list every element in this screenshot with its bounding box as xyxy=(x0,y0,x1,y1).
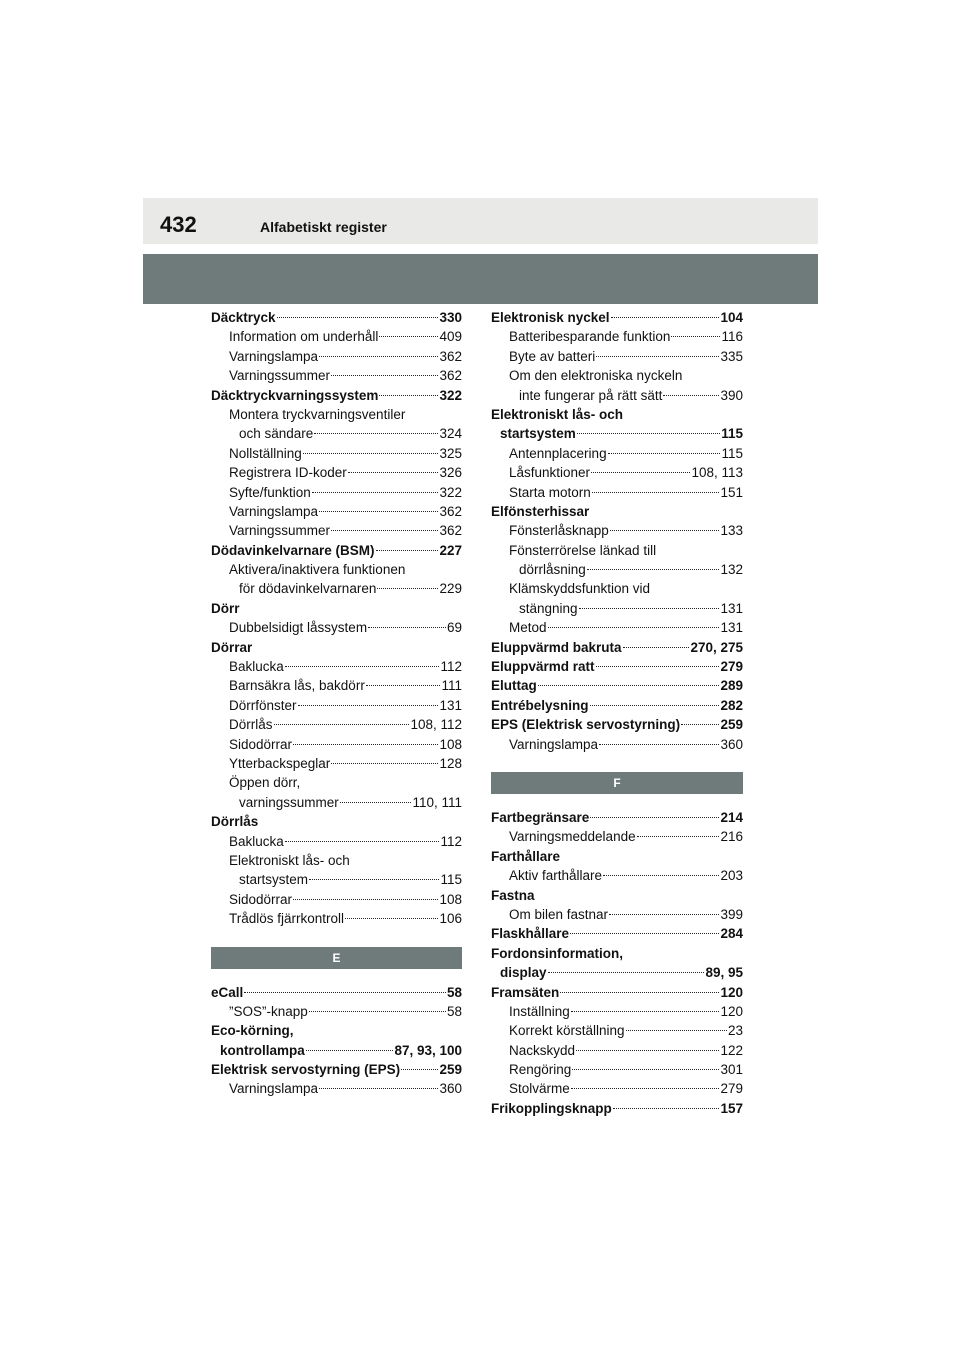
index-entry xyxy=(491,827,743,846)
dot-leader xyxy=(401,1069,438,1070)
entry-page-ref[interactable]: 133 xyxy=(720,523,743,539)
entry-term: Eluttag xyxy=(491,678,537,694)
entry-term: Eluppvärmd bakruta xyxy=(491,639,622,655)
entry-page-ref[interactable]: 322 xyxy=(439,387,462,403)
entry-page-ref[interactable]: 326 xyxy=(439,465,462,481)
entry-page-ref[interactable]: 116 xyxy=(721,329,743,345)
entry-page-ref[interactable]: 106 xyxy=(439,911,462,927)
dot-leader xyxy=(309,1011,446,1012)
index-entry xyxy=(211,1021,462,1040)
entry-term: Dörrar xyxy=(211,639,253,655)
entry-page-ref[interactable]: 58 xyxy=(446,1003,462,1019)
index-entry xyxy=(211,638,462,657)
index-entry xyxy=(211,463,462,482)
entry-page-ref[interactable]: 89, 95 xyxy=(705,965,743,981)
entry-term: Varningslampa xyxy=(229,348,319,364)
index-entry xyxy=(491,618,743,637)
index-entry xyxy=(491,924,743,943)
index-entry xyxy=(491,715,743,734)
entry-page-ref[interactable]: 108, 112 xyxy=(410,717,462,733)
entry-term: Nackskydd xyxy=(509,1042,576,1058)
entry-term: inte fungerar på rätt sätt xyxy=(519,387,663,403)
entry-term: Byte av batteri xyxy=(509,348,596,364)
entry-term: Metod xyxy=(509,620,547,636)
entry-page-ref[interactable]: 131 xyxy=(720,620,743,636)
index-entry xyxy=(211,502,462,521)
dot-leader xyxy=(572,1069,719,1070)
dot-leader xyxy=(592,492,720,493)
dot-leader xyxy=(377,588,438,589)
index-entry xyxy=(491,638,743,657)
dot-leader xyxy=(599,744,719,745)
entry-page-ref[interactable]: 111 xyxy=(441,678,462,694)
entry-term: Sidodörrar xyxy=(229,891,293,907)
dot-leader xyxy=(571,1088,720,1089)
entry-term: Information om underhåll xyxy=(229,329,379,345)
entry-page-ref[interactable]: 131 xyxy=(439,697,462,713)
index-entry xyxy=(211,483,462,502)
index-entry xyxy=(211,676,462,695)
entry-term: Varningslampa xyxy=(229,503,319,519)
entry-page-ref[interactable]: 362 xyxy=(439,368,462,384)
entry-list xyxy=(211,308,462,929)
index-entry xyxy=(491,944,743,963)
index-entry xyxy=(211,424,462,443)
dot-leader xyxy=(681,724,719,725)
index-entry xyxy=(491,521,743,540)
dot-leader xyxy=(274,724,410,725)
index-entry xyxy=(491,1099,743,1118)
entry-term: Elektrisk servostyrning (EPS) xyxy=(211,1062,401,1078)
dot-leader xyxy=(613,1108,720,1109)
dot-leader xyxy=(244,992,446,993)
entry-page-ref[interactable]: 69 xyxy=(446,620,462,636)
entry-term: display xyxy=(500,965,547,981)
index-entry xyxy=(211,735,462,754)
entry-term: Inställning xyxy=(509,1003,570,1019)
entry-list xyxy=(211,983,462,1099)
index-entry xyxy=(491,905,743,924)
dot-leader xyxy=(626,1030,727,1031)
letter-heading-f: F xyxy=(491,772,743,794)
entry-page-ref[interactable]: 108, 113 xyxy=(691,465,743,481)
entry-page-ref[interactable]: 399 xyxy=(720,906,743,922)
entry-term: Montera tryckvarningsventiler xyxy=(229,406,406,422)
index-entry xyxy=(491,386,743,405)
dot-leader xyxy=(603,875,719,876)
entry-term: och sändare xyxy=(239,426,314,442)
entry-term: Om bilen fastnar xyxy=(509,906,609,922)
entry-term: Dörrlås xyxy=(229,717,273,733)
index-entry xyxy=(211,560,462,579)
entry-page-ref[interactable]: 360 xyxy=(720,736,743,752)
dot-leader xyxy=(303,453,439,454)
entry-page-ref[interactable]: 108 xyxy=(439,891,462,907)
index-entry xyxy=(491,1021,743,1040)
dot-leader xyxy=(379,395,438,396)
index-entry xyxy=(491,1060,743,1079)
entry-term: Frikopplingsknapp xyxy=(491,1100,612,1116)
dot-leader xyxy=(293,744,438,745)
dot-leader xyxy=(608,453,721,454)
index-entry xyxy=(211,890,462,909)
index-entry xyxy=(211,579,462,598)
entry-page-ref[interactable]: 214 xyxy=(720,809,743,825)
dot-leader xyxy=(319,356,438,357)
index-entry xyxy=(491,808,743,827)
entry-term: Syfte/funktion xyxy=(229,484,311,500)
entry-page-ref[interactable]: 227 xyxy=(439,542,462,558)
dot-leader xyxy=(671,336,720,337)
entry-term: Dörr xyxy=(211,600,240,616)
entry-term: stängning xyxy=(519,600,578,616)
entry-page-ref[interactable]: 409 xyxy=(439,329,462,345)
entry-page-ref[interactable]: 115 xyxy=(721,445,743,461)
entry-term: kontrollampa xyxy=(220,1042,305,1058)
entry-page-ref[interactable]: 122 xyxy=(720,1042,743,1058)
index-entry xyxy=(491,502,743,521)
dot-leader xyxy=(319,1088,438,1089)
dot-leader xyxy=(590,817,719,818)
entry-page-ref[interactable]: 216 xyxy=(720,829,743,845)
index-entry xyxy=(211,1041,462,1060)
index-entry xyxy=(211,366,462,385)
index-entry xyxy=(211,1079,462,1098)
entry-term: Fönsterlåsknapp xyxy=(509,523,609,539)
entry-term: Baklucka xyxy=(229,833,284,849)
entry-page-ref[interactable]: 289 xyxy=(720,678,743,694)
entry-page-ref[interactable]: 390 xyxy=(720,387,743,403)
dot-leader xyxy=(637,836,720,837)
entry-page-ref[interactable]: 229 xyxy=(439,581,462,597)
entry-term: Dörrfönster xyxy=(229,697,297,713)
index-entry xyxy=(211,793,462,812)
dot-leader xyxy=(560,992,719,993)
entry-term: Om den elektroniska nyckeln xyxy=(509,368,683,384)
index-entry xyxy=(491,886,743,905)
index-entry xyxy=(211,386,462,405)
index-entry xyxy=(211,521,462,540)
entry-page-ref[interactable]: 282 xyxy=(720,697,743,713)
index-entry xyxy=(491,696,743,715)
entry-page-ref[interactable]: 335 xyxy=(720,348,743,364)
entry-term: Däcktryck xyxy=(211,310,276,325)
index-entry xyxy=(491,541,743,560)
entry-term: Trådlös fjärrkontroll xyxy=(229,911,345,927)
entry-page-ref[interactable]: 120 xyxy=(720,1003,743,1019)
entry-term: Eco-körning, xyxy=(211,1023,294,1039)
index-entry xyxy=(491,983,743,1002)
entry-page-ref[interactable]: 58 xyxy=(446,984,462,1000)
dot-leader xyxy=(579,608,720,609)
header-band xyxy=(143,254,818,304)
entry-term: Aktiv farthållare xyxy=(509,868,603,884)
index-entry xyxy=(491,347,743,366)
dot-leader xyxy=(591,472,690,473)
entry-term: ”SOS”-knapp xyxy=(229,1003,308,1019)
entry-term: Antennplacering xyxy=(509,445,607,461)
entry-page-ref[interactable]: 325 xyxy=(439,445,462,461)
dot-leader xyxy=(587,569,720,570)
dot-leader xyxy=(548,627,720,628)
entry-term: Fartbegränsare xyxy=(491,809,590,825)
dot-leader xyxy=(348,472,439,473)
index-entry xyxy=(211,870,462,889)
index-entry xyxy=(211,444,462,463)
index-entry xyxy=(491,444,743,463)
entry-term: Elektronisk nyckel xyxy=(491,310,610,325)
index-entry xyxy=(211,754,462,773)
index-entry xyxy=(211,405,462,424)
dot-leader xyxy=(610,530,720,531)
dot-leader xyxy=(368,627,446,628)
dot-leader xyxy=(298,705,439,706)
dot-leader xyxy=(623,647,690,648)
entry-page-ref[interactable]: 301 xyxy=(720,1062,743,1078)
entry-term: Varningssummer xyxy=(229,368,331,384)
dot-leader xyxy=(538,685,720,686)
dot-leader xyxy=(331,763,438,764)
index-entry xyxy=(211,851,462,870)
entry-term: Starta motorn xyxy=(509,484,591,500)
entry-term: Klämskyddsfunktion vid xyxy=(509,581,651,597)
entry-term: Aktivera/inaktivera funktionen xyxy=(229,562,406,578)
dot-leader xyxy=(319,511,438,512)
entry-page-ref[interactable]: 128 xyxy=(439,755,462,771)
index-entry xyxy=(491,1079,743,1098)
entry-term: Entrébelysning xyxy=(491,697,589,713)
index-entry xyxy=(491,405,743,424)
dot-leader xyxy=(596,666,720,667)
entry-list xyxy=(491,808,743,1118)
entry-page-ref[interactable]: 279 xyxy=(720,659,743,675)
index-entry xyxy=(491,866,743,885)
dot-leader xyxy=(309,879,439,880)
entry-term: Baklucka xyxy=(229,659,284,675)
index-entry xyxy=(491,599,743,618)
entry-term: för dödavinkelvarnaren xyxy=(239,581,377,597)
index-entry xyxy=(491,579,743,598)
index-entry xyxy=(491,366,743,385)
index-entry xyxy=(211,347,462,366)
dot-leader xyxy=(312,492,439,493)
dot-leader xyxy=(571,1011,720,1012)
index-entry xyxy=(211,308,462,327)
dot-leader xyxy=(590,705,720,706)
index-entry xyxy=(491,657,743,676)
index-entry xyxy=(491,1002,743,1021)
entry-term: Registrera ID-koder xyxy=(229,465,347,481)
entry-term: Elfönsterhissar xyxy=(491,503,590,519)
entry-term: Korrekt körställning xyxy=(509,1023,625,1039)
index-entry xyxy=(211,618,462,637)
entry-term: Barnsäkra lås, bakdörr xyxy=(229,678,365,694)
index-entry xyxy=(211,696,462,715)
entry-page-ref[interactable]: 203 xyxy=(720,868,743,884)
entry-page-ref[interactable]: 131 xyxy=(720,600,743,616)
entry-term: Låsfunktioner xyxy=(509,465,591,481)
index-entry xyxy=(491,424,743,443)
entry-term: Fastna xyxy=(491,887,535,903)
entry-page-ref[interactable]: 112 xyxy=(440,659,462,675)
entry-page-ref[interactable]: 279 xyxy=(720,1081,743,1097)
entry-term: startsystem xyxy=(239,872,309,888)
dot-leader xyxy=(570,933,719,934)
index-entry xyxy=(211,715,462,734)
dot-leader xyxy=(331,530,438,531)
entry-term: Ytterbackspeglar xyxy=(229,755,331,771)
entry-page-ref[interactable]: 362 xyxy=(439,503,462,519)
entry-term: Dubbelsidigt låssystem xyxy=(229,620,368,636)
entry-page-ref[interactable]: 157 xyxy=(720,1100,743,1116)
entry-page-ref[interactable]: 330 xyxy=(439,310,462,325)
dot-leader xyxy=(340,802,412,803)
index-entry xyxy=(491,327,743,346)
index-entry xyxy=(211,832,462,851)
entry-page-ref[interactable]: 120 xyxy=(720,984,743,1000)
entry-term: Varningsmeddelande xyxy=(509,829,636,845)
dot-leader xyxy=(285,841,440,842)
dot-leader xyxy=(379,336,438,337)
letter-heading-e: E xyxy=(211,947,462,969)
entry-page-ref[interactable]: 23 xyxy=(727,1023,743,1039)
entry-term: Sidodörrar xyxy=(229,736,293,752)
index-entry xyxy=(211,541,462,560)
entry-page-ref[interactable]: 115 xyxy=(721,426,743,442)
entry-term: Fönsterrörelse länkad till xyxy=(509,542,657,558)
dot-leader xyxy=(577,433,720,434)
dot-leader xyxy=(285,666,440,667)
entry-term: EPS (Elektrisk servostyrning) xyxy=(491,717,681,733)
entry-page-ref[interactable]: 115 xyxy=(440,872,462,888)
dot-leader xyxy=(277,317,439,318)
entry-page-ref[interactable]: 360 xyxy=(439,1081,462,1097)
dot-leader xyxy=(576,1050,719,1051)
entry-list xyxy=(491,308,743,754)
index-entry xyxy=(211,983,462,1002)
entry-page-ref[interactable]: 110, 111 xyxy=(412,794,462,810)
index-entry xyxy=(491,735,743,754)
index-entry xyxy=(491,483,743,502)
entry-page-ref[interactable]: 322 xyxy=(439,484,462,500)
entry-term: Rengöring xyxy=(509,1062,572,1078)
entry-term: Flaskhållare xyxy=(491,926,570,942)
entry-term: Dörrlås xyxy=(211,814,259,830)
entry-page-ref[interactable]: 362 xyxy=(439,348,462,364)
entry-term: Framsäten xyxy=(491,984,560,1000)
index-entry xyxy=(211,599,462,618)
entry-term: Dödavinkelvarnare (BSM) xyxy=(211,542,375,558)
header-bar xyxy=(143,198,818,244)
entry-term: Farthållare xyxy=(491,848,561,864)
dot-leader xyxy=(609,914,719,915)
entry-term: Däcktryckvarningssystem xyxy=(211,387,379,403)
entry-term: Batteribesparande funktion xyxy=(509,329,671,345)
entry-term: Stolvärme xyxy=(509,1081,570,1097)
index-entry xyxy=(491,1041,743,1060)
entry-page-ref[interactable]: 87, 93, 100 xyxy=(394,1042,462,1058)
entry-term: eCall xyxy=(211,984,244,1000)
dot-leader xyxy=(611,317,720,318)
index-entry xyxy=(211,812,462,831)
dot-leader xyxy=(376,550,439,551)
entry-term: Nollställning xyxy=(229,445,302,461)
dot-leader xyxy=(306,1050,394,1051)
entry-term: Varningssummer xyxy=(229,523,331,539)
index-entry xyxy=(211,909,462,928)
entry-term: startsystem xyxy=(500,426,576,442)
dot-leader xyxy=(366,685,441,686)
entry-term: Elektroniskt lås- och xyxy=(491,406,624,422)
entry-page-ref[interactable]: 112 xyxy=(440,833,462,849)
index-entry xyxy=(211,327,462,346)
dot-leader xyxy=(345,918,438,919)
dot-leader xyxy=(293,899,438,900)
entry-page-ref[interactable]: 259 xyxy=(439,1062,462,1078)
dot-leader xyxy=(548,972,705,973)
dot-leader xyxy=(596,356,719,357)
index-entry xyxy=(211,657,462,676)
entry-page-ref[interactable]: 108 xyxy=(439,736,462,752)
index-entry xyxy=(491,963,743,982)
index-column-right xyxy=(491,308,743,1118)
entry-term: Elektroniskt lås- och xyxy=(229,852,350,868)
entry-page-ref[interactable]: 270, 275 xyxy=(690,639,743,655)
index-entry xyxy=(211,1002,462,1021)
entry-term: Eluppvärmd ratt xyxy=(491,659,595,675)
dot-leader xyxy=(331,375,438,376)
index-entry xyxy=(491,847,743,866)
entry-page-ref[interactable]: 324 xyxy=(439,426,462,442)
entry-page-ref[interactable]: 284 xyxy=(720,926,743,942)
page-number: 432 xyxy=(160,212,197,237)
dot-leader xyxy=(663,395,719,396)
entry-term: varningssummer xyxy=(239,794,339,810)
index-column-left xyxy=(211,308,462,1099)
entry-page-ref[interactable]: 104 xyxy=(720,310,743,325)
entry-term: Varningslampa xyxy=(509,736,599,752)
index-entry xyxy=(491,463,743,482)
index-entry xyxy=(491,308,743,327)
index-entry xyxy=(211,1060,462,1079)
entry-page-ref[interactable]: 362 xyxy=(439,523,462,539)
entry-term: Fordonsinformation, xyxy=(491,945,623,961)
dot-leader xyxy=(314,433,438,434)
index-entry xyxy=(491,676,743,695)
entry-term: dörrlåsning xyxy=(519,562,586,578)
index-entry xyxy=(211,773,462,792)
entry-page-ref[interactable]: 132 xyxy=(720,562,743,578)
entry-term: Varningslampa xyxy=(229,1081,319,1097)
entry-page-ref[interactable]: 259 xyxy=(720,717,743,733)
section-title: Alfabetiskt register xyxy=(260,219,387,235)
index-entry xyxy=(491,560,743,579)
entry-page-ref[interactable]: 151 xyxy=(720,484,743,500)
entry-term: Öppen dörr, xyxy=(229,775,301,791)
